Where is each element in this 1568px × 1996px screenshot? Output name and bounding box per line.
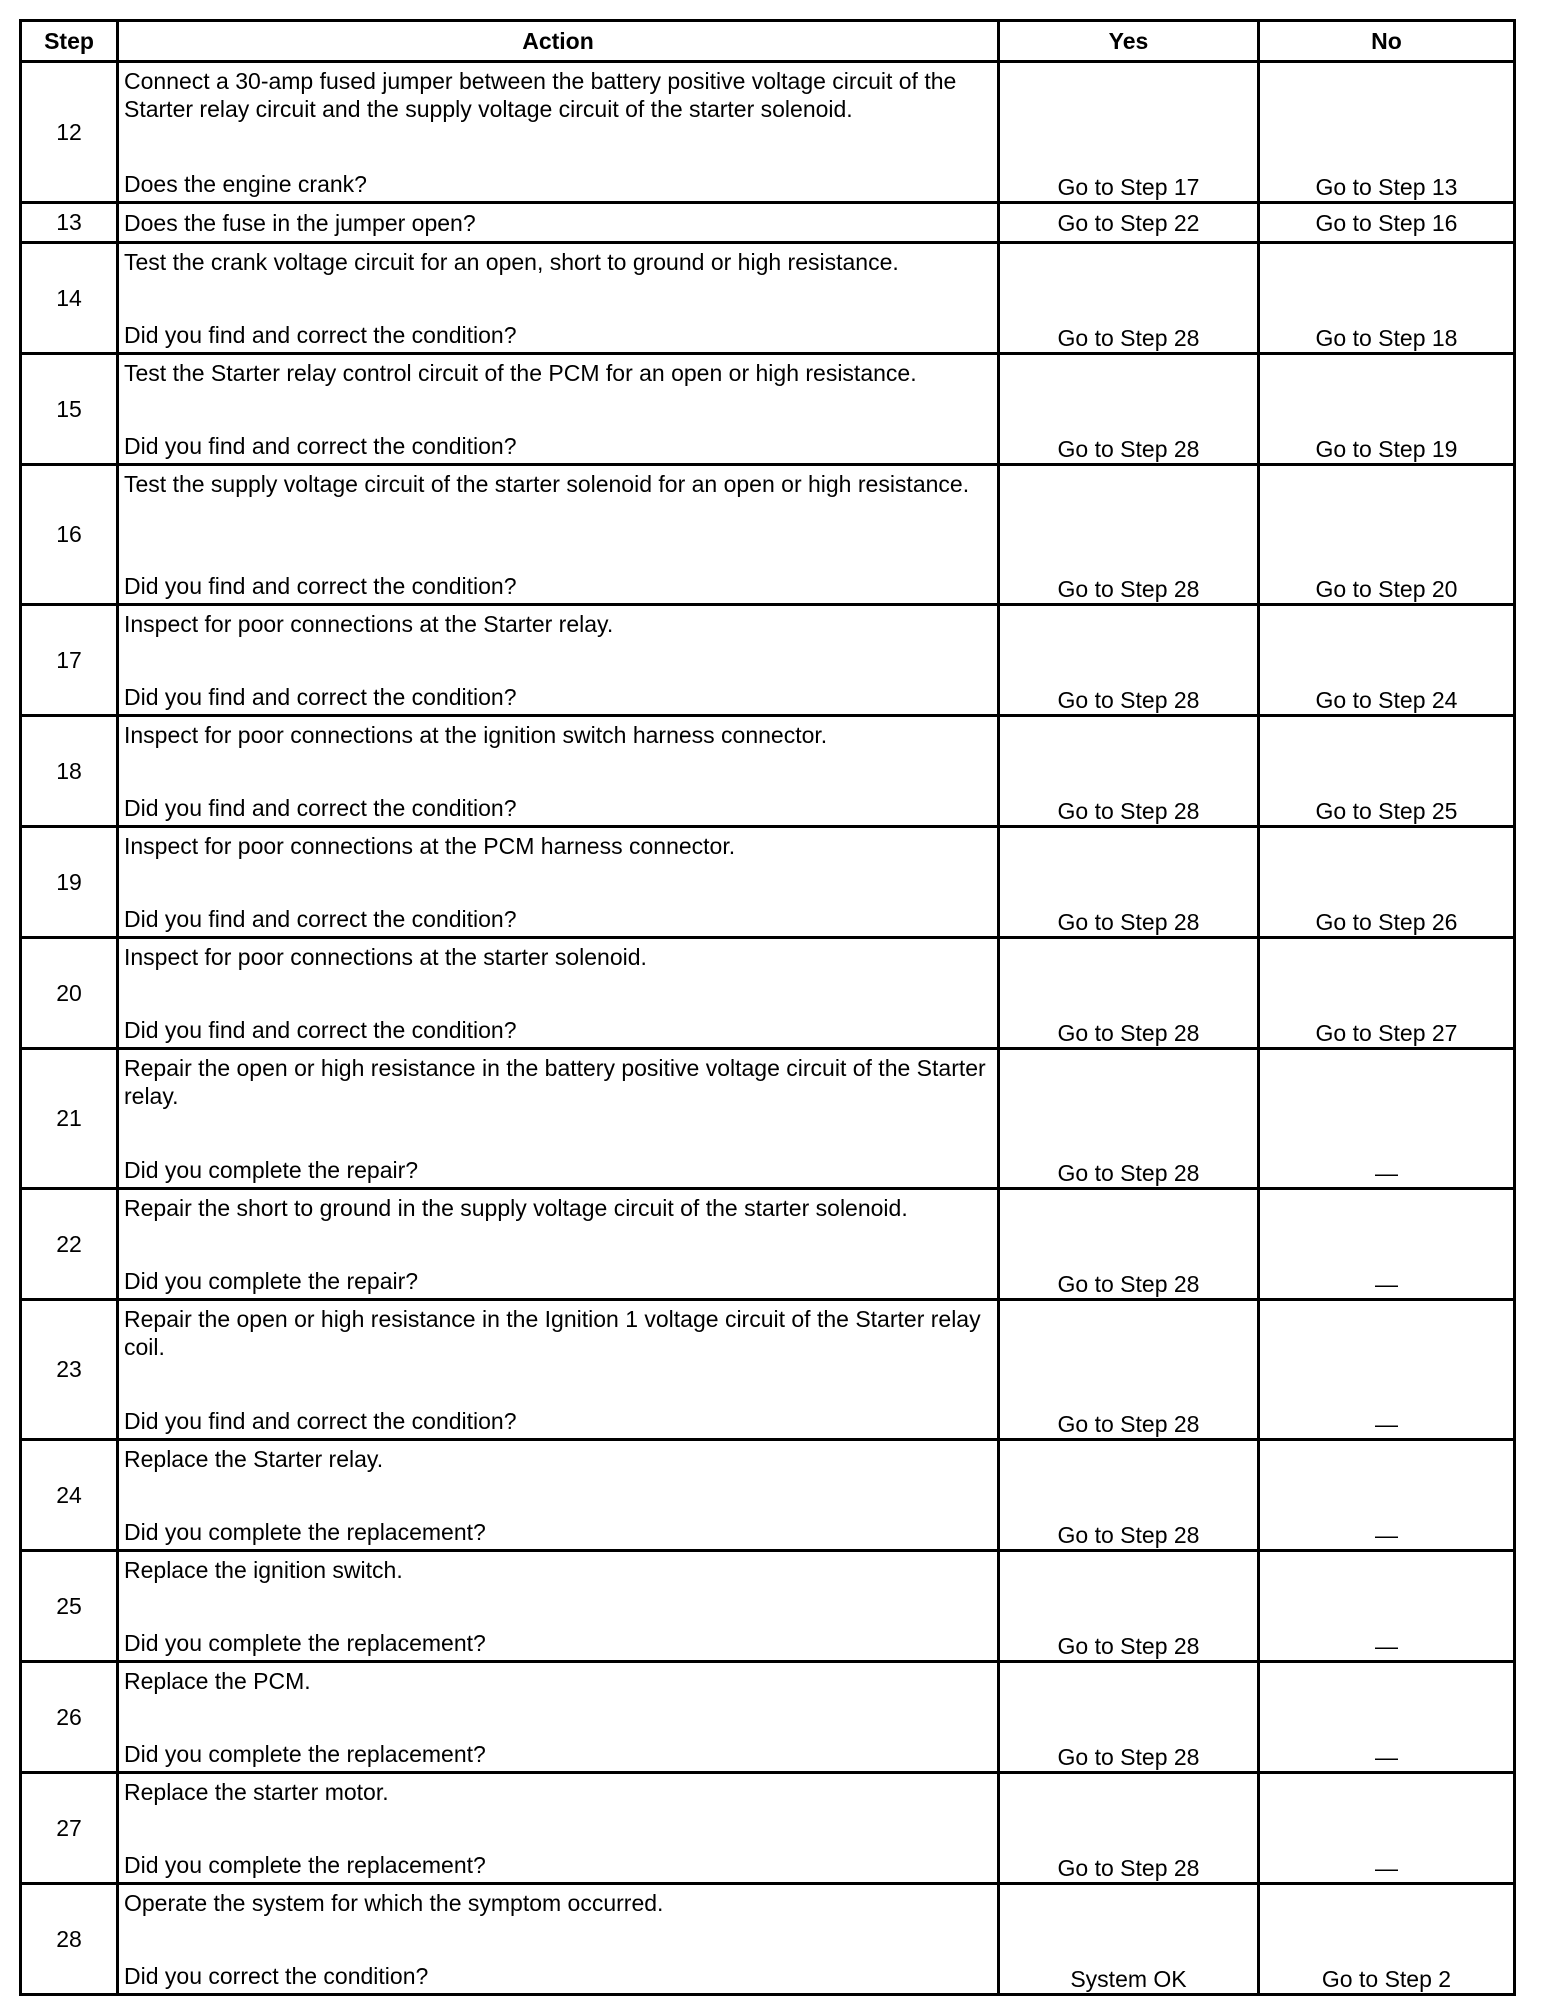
table-row [21, 1440, 1515, 1551]
no-result: — [1259, 1773, 1515, 1884]
action-question: Did you complete the repair? [124, 1268, 419, 1294]
action-question: Did you find and correct the condition? [124, 795, 517, 821]
action-cell [118, 1440, 999, 1551]
table-row [21, 354, 1515, 465]
action-cell [118, 1884, 999, 1995]
table-row [21, 465, 1515, 605]
action-cell [118, 1662, 999, 1773]
header-no: No [1259, 21, 1515, 62]
table-row [21, 203, 1515, 243]
table-header-row [21, 21, 1515, 62]
yes-result: Go to Step 28 [999, 1049, 1259, 1189]
table-row [21, 62, 1515, 203]
step-number: 24 [21, 1440, 118, 1551]
diagnostic-table [19, 19, 1516, 1996]
diagnostic-table-container [19, 19, 1516, 1996]
action-question: Does the engine crank? [124, 171, 367, 197]
action-instruction: Inspect for poor connections at the PCM harness connector. [124, 833, 736, 859]
step-number: 12 [21, 62, 118, 203]
action-question: Did you complete the replacement? [124, 1519, 486, 1545]
action-cell [118, 1551, 999, 1662]
no-result: — [1259, 1300, 1515, 1440]
step-number: 18 [21, 716, 118, 827]
action-cell [118, 1300, 999, 1440]
step-number: 15 [21, 354, 118, 465]
action-question: Did you complete the replacement? [124, 1630, 486, 1656]
table-row [21, 1049, 1515, 1189]
table-row [21, 1662, 1515, 1773]
step-number: 21 [21, 1049, 118, 1189]
yes-result: Go to Step 28 [999, 716, 1259, 827]
no-result: Go to Step 24 [1259, 605, 1515, 716]
no-result: — [1259, 1662, 1515, 1773]
table-row [21, 1884, 1515, 1995]
yes-result: Go to Step 22 [999, 203, 1259, 243]
yes-result: Go to Step 28 [999, 1300, 1259, 1440]
action-cell [118, 827, 999, 938]
header-action: Action [118, 21, 999, 62]
action-cell [118, 1049, 999, 1189]
table-body [21, 62, 1515, 1995]
action-cell [118, 1773, 999, 1884]
no-result: — [1259, 1049, 1515, 1189]
action-instruction: Inspect for poor connections at the starter solenoid. [124, 944, 647, 970]
table-row [21, 938, 1515, 1049]
action-instruction: Test the Starter relay control circuit of the PCM for an open or high resistance. [124, 360, 917, 386]
yes-result: Go to Step 28 [999, 243, 1259, 354]
no-result: Go to Step 16 [1259, 203, 1515, 243]
table-row [21, 827, 1515, 938]
table-row [21, 1773, 1515, 1884]
action-instruction: Operate the system for which the symptom occurred. [124, 1890, 664, 1916]
action-question: Did you find and correct the condition? [124, 433, 517, 459]
action-instruction: Test the crank voltage circuit for an open, short to ground or high resistance. [124, 249, 899, 275]
step-number: 16 [21, 465, 118, 605]
action-instruction: Replace the starter motor. [124, 1779, 389, 1805]
action-question: Did you find and correct the condition? [124, 1017, 517, 1043]
action-instruction: Replace the Starter relay. [124, 1446, 384, 1472]
action-question: Did you find and correct the condition? [124, 322, 517, 348]
table-row [21, 716, 1515, 827]
yes-result: Go to Step 28 [999, 827, 1259, 938]
step-number: 22 [21, 1189, 118, 1300]
action-instruction: Replace the ignition switch. [124, 1557, 403, 1583]
yes-result: Go to Step 28 [999, 938, 1259, 1049]
yes-result: Go to Step 28 [999, 1189, 1259, 1300]
step-number: 28 [21, 1884, 118, 1995]
table-row [21, 605, 1515, 716]
no-result: Go to Step 27 [1259, 938, 1515, 1049]
action-instruction: Inspect for poor connections at the ignition switch harness connector. [124, 722, 828, 748]
yes-result: Go to Step 17 [999, 62, 1259, 203]
action-cell [118, 243, 999, 354]
action-cell [118, 203, 999, 243]
header-step: Step [21, 21, 118, 62]
action-cell [118, 62, 999, 203]
action-question: Did you find and correct the condition? [124, 1408, 517, 1434]
step-number: 20 [21, 938, 118, 1049]
header-yes: Yes [999, 21, 1259, 62]
table-row [21, 243, 1515, 354]
yes-result: Go to Step 28 [999, 1662, 1259, 1773]
step-number: 13 [21, 203, 118, 243]
table-row [21, 1189, 1515, 1300]
yes-result: Go to Step 28 [999, 1551, 1259, 1662]
no-result: Go to Step 19 [1259, 354, 1515, 465]
action-cell [118, 716, 999, 827]
yes-result: Go to Step 28 [999, 605, 1259, 716]
no-result: Go to Step 20 [1259, 465, 1515, 605]
no-result: Go to Step 26 [1259, 827, 1515, 938]
action-question: Did you correct the condition? [124, 1963, 429, 1989]
step-number: 23 [21, 1300, 118, 1440]
step-number: 14 [21, 243, 118, 354]
action-instruction: Repair the open or high resistance in the Ignition 1 voltage circuit of the Starter relay coil. [124, 1306, 981, 1360]
action-instruction: Replace the PCM. [124, 1668, 311, 1694]
step-number: 27 [21, 1773, 118, 1884]
table-row [21, 1551, 1515, 1662]
yes-result: Go to Step 28 [999, 465, 1259, 605]
action-instruction: Test the supply voltage circuit of the starter solenoid for an open or high resistance. [124, 471, 970, 497]
yes-result: Go to Step 28 [999, 354, 1259, 465]
no-result: — [1259, 1551, 1515, 1662]
step-number: 17 [21, 605, 118, 716]
action-question: Did you complete the replacement? [124, 1741, 486, 1767]
no-result: — [1259, 1440, 1515, 1551]
action-cell [118, 605, 999, 716]
action-instruction: Repair the short to ground in the supply voltage circuit of the starter solenoid. [124, 1195, 908, 1221]
yes-result: Go to Step 28 [999, 1773, 1259, 1884]
step-number: 25 [21, 1551, 118, 1662]
action-cell [118, 354, 999, 465]
no-result: Go to Step 2 [1259, 1884, 1515, 1995]
no-result: Go to Step 18 [1259, 243, 1515, 354]
step-number: 26 [21, 1662, 118, 1773]
step-number: 19 [21, 827, 118, 938]
table-row [21, 1300, 1515, 1440]
action-cell [118, 465, 999, 605]
action-question: Did you complete the repair? [124, 1157, 419, 1183]
action-question: Did you find and correct the condition? [124, 906, 517, 932]
action-cell [118, 938, 999, 1049]
action-instruction: Repair the open or high resistance in the battery positive voltage circuit of the Starter relay. [124, 1055, 986, 1109]
no-result: — [1259, 1189, 1515, 1300]
action-question: Did you complete the replacement? [124, 1852, 486, 1878]
no-result: Go to Step 25 [1259, 716, 1515, 827]
yes-result: System OK [999, 1884, 1259, 1995]
action-question: Does the fuse in the jumper open? [124, 209, 476, 236]
action-instruction: Inspect for poor connections at the Starter relay. [124, 611, 614, 637]
no-result: Go to Step 13 [1259, 62, 1515, 203]
action-instruction: Connect a 30-amp fused jumper between the battery positive voltage circuit of the Starter relay circuit and the supply voltage circuit of the starter solenoid. [124, 68, 957, 122]
action-cell [118, 1189, 999, 1300]
action-question: Did you find and correct the condition? [124, 684, 517, 710]
action-question: Did you find and correct the condition? [124, 573, 517, 599]
yes-result: Go to Step 28 [999, 1440, 1259, 1551]
